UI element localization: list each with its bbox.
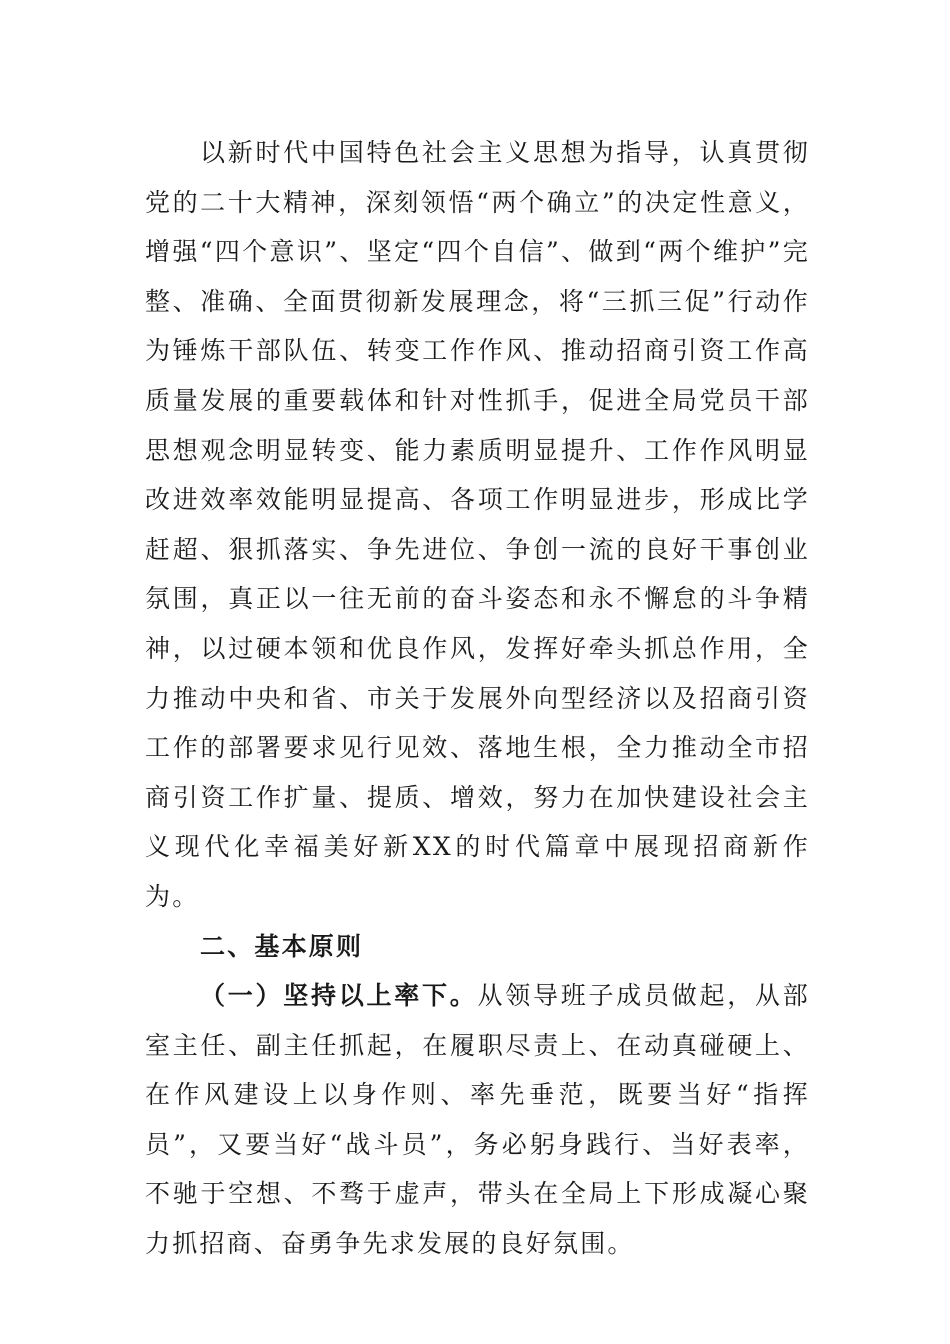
document-body (145, 128, 810, 1269)
subsection-text: 从领导班子成员做起，从部室主任、副主任抓起，在履职尽责上、在动真碰硬上、在作风建设上以身作则、率先垂范，既要当好“指挥员”，又要当好“战斗员”，务必躬身践行、当好表率，不驰于空想、不骛于虚声，带头在全局上下形成凝心聚力抓招商、奋勇争先求发展的良好氛围。 (145, 981, 810, 1259)
section-heading: 二、基本原则 (200, 931, 364, 961)
subsection-paragraph (145, 971, 810, 1269)
subsection-lead: （一）坚持以上率下。 (200, 981, 478, 1011)
intro-paragraph: 以新时代中国特色社会主义思想为指导，认真贯彻党的二十大精神，深刻领悟“两个确立”的决定性意义，增强“四个意识”、坚定“四个自信”、做到“两个维护”完整、准确、全面贯彻新发展理念，将“三抓三促”行动作为锤炼干部队伍、转变工作作风、推动招商引资工作高质量发展的重要载体和针对性抓手，促进全局党员干部思想观念明显转变、能力素质明显提升、工作作风明显改进效率效能明显提高、各项工作明显进步，形成比学赶超、狠抓落实、争先进位、争创一流的良好干事创业氛围，真正以一往无前的奋斗姿态和永不懈怠的斗争精神，以过硬本领和优良作风，发挥好牵头抓总作用，全力推动中央和省、市关于发展外向型经济以及招商引资工作的部署要求见行见效、落地生根，全力推动全市招商引资工作扩量、提质、增效，努力在加快建设社会主义现代化幸福美好新XX的时代篇章中展现招商新作为。 (145, 138, 810, 911)
